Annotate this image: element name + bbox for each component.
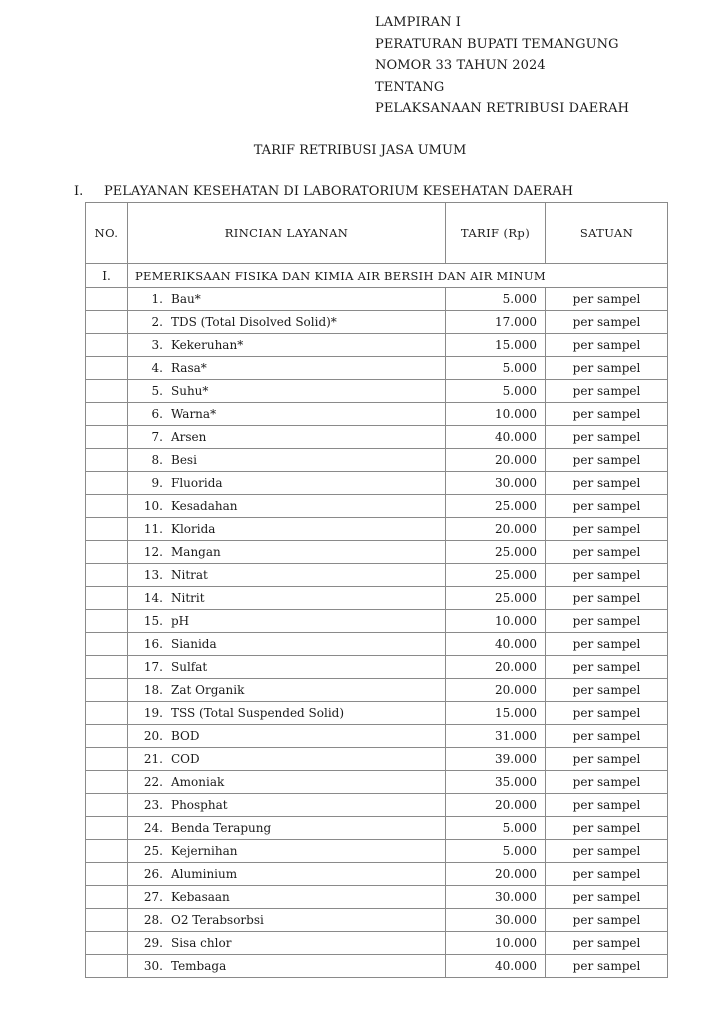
row-tarif-cell: 10.000 [446, 610, 546, 633]
row-satuan-cell: per sampel [546, 495, 668, 518]
row-satuan-cell: per sampel [546, 886, 668, 909]
row-rincian-cell [128, 748, 446, 771]
header-line-nomor: NOMOR 33 TAHUN 2024 [375, 58, 546, 73]
row-satuan-cell: per sampel [546, 817, 668, 840]
row-rincian-cell [128, 564, 446, 587]
row-no-cell [86, 403, 128, 426]
row-item-name: TDS (Total Disolved Solid)* [171, 315, 337, 329]
row-item-name: O2 Terabsorbsi [171, 913, 264, 927]
row-tarif-cell: 35.000 [446, 771, 546, 794]
table-row [86, 495, 668, 518]
row-tarif-cell: 15.000 [446, 702, 546, 725]
row-tarif-cell: 20.000 [446, 518, 546, 541]
table-row [86, 817, 668, 840]
row-tarif-cell: 15.000 [446, 334, 546, 357]
row-item-number: 4. [151, 361, 163, 375]
row-satuan-cell: per sampel [546, 725, 668, 748]
row-satuan-cell: per sampel [546, 863, 668, 886]
row-no-cell [86, 656, 128, 679]
row-item-name: Benda Terapung [171, 821, 272, 835]
row-item-name: Bau* [171, 292, 201, 306]
row-rincian-cell [128, 288, 446, 311]
row-item-name: Kesadahan [171, 499, 238, 513]
row-no-cell [86, 955, 128, 978]
row-item-name: TSS (Total Suspended Solid) [171, 706, 345, 720]
row-tarif-cell: 10.000 [446, 403, 546, 426]
row-rincian-cell [128, 495, 446, 518]
row-item-name: Suhu* [171, 384, 209, 398]
row-rincian-cell [128, 955, 446, 978]
row-item-number: 30. [143, 959, 163, 973]
row-item-number: 24. [143, 821, 163, 835]
row-satuan-cell: per sampel [546, 403, 668, 426]
row-rincian-cell [128, 817, 446, 840]
table-row [86, 311, 668, 334]
row-satuan-cell: per sampel [546, 702, 668, 725]
row-item-name: Sisa chlor [171, 936, 232, 950]
row-tarif-cell: 40.000 [446, 955, 546, 978]
row-no-cell [86, 564, 128, 587]
row-no-cell [86, 725, 128, 748]
row-rincian-cell [128, 702, 446, 725]
row-no-cell [86, 357, 128, 380]
row-tarif-cell: 5.000 [446, 357, 546, 380]
row-satuan-cell: per sampel [546, 380, 668, 403]
row-satuan-cell: per sampel [546, 840, 668, 863]
row-item-number: 20. [143, 729, 163, 743]
row-rincian-cell [128, 518, 446, 541]
category-name: PEMERIKSAAN FISIKA DAN KIMIA AIR BERSIH DAN AIR MINUM [128, 264, 668, 288]
table-row [86, 932, 668, 955]
row-satuan-cell: per sampel [546, 794, 668, 817]
row-satuan-cell: per sampel [546, 472, 668, 495]
row-item-name: Rasa* [171, 361, 207, 375]
row-tarif-cell: 5.000 [446, 840, 546, 863]
row-no-cell [86, 679, 128, 702]
row-item-name: Sulfat [171, 660, 208, 674]
document-title-text: TARIF RETRIBUSI JASA UMUM [253, 143, 467, 158]
row-item-number: 6. [151, 407, 163, 421]
table-row [86, 702, 668, 725]
row-item-name: Kekeruhan* [171, 338, 244, 352]
row-item-number: 8. [151, 453, 163, 467]
row-item-number: 19. [143, 706, 163, 720]
row-item-number: 13. [143, 568, 163, 582]
table-row [86, 380, 668, 403]
row-item-name: Kejernihan [171, 844, 238, 858]
table-row [86, 771, 668, 794]
section-title: PELAYANAN KESEHATAN DI LABORATORIUM KESEHATAN DAERAH [104, 184, 573, 199]
table-row [86, 518, 668, 541]
column-header-no: NO. [86, 203, 128, 264]
row-item-name: Arsen [171, 430, 207, 444]
row-item-number: 14. [143, 591, 163, 605]
table-row [86, 357, 668, 380]
table-row [86, 449, 668, 472]
row-satuan-cell: per sampel [546, 771, 668, 794]
row-no-cell [86, 472, 128, 495]
row-item-number: 9. [151, 476, 163, 490]
row-no-cell [86, 886, 128, 909]
row-satuan-cell: per sampel [546, 426, 668, 449]
header-line-peraturan: PERATURAN BUPATI TEMANGUNG [375, 36, 619, 52]
row-rincian-cell [128, 656, 446, 679]
row-item-number: 2. [151, 315, 163, 329]
row-tarif-cell: 20.000 [446, 794, 546, 817]
table-row [86, 656, 668, 679]
row-tarif-cell: 20.000 [446, 656, 546, 679]
header-line-lampiran: LAMPIRAN I [375, 15, 462, 30]
row-item-number: 12. [143, 545, 163, 559]
row-no-cell [86, 771, 128, 794]
tariff-table [85, 202, 668, 978]
row-tarif-cell: 20.000 [446, 679, 546, 702]
row-tarif-cell: 25.000 [446, 541, 546, 564]
row-item-name: Nitrat [171, 568, 208, 582]
table-row [86, 633, 668, 656]
row-rincian-cell [128, 725, 446, 748]
row-tarif-cell: 39.000 [446, 748, 546, 771]
row-satuan-cell: per sampel [546, 955, 668, 978]
row-tarif-cell: 30.000 [446, 886, 546, 909]
row-item-number: 5. [151, 384, 163, 398]
row-no-cell [86, 518, 128, 541]
row-item-number: 11. [143, 522, 163, 536]
table-row [86, 886, 668, 909]
row-no-cell [86, 840, 128, 863]
section-heading [74, 184, 573, 199]
table-row [86, 288, 668, 311]
row-item-number: 26. [143, 867, 163, 881]
row-item-number: 23. [143, 798, 163, 812]
row-item-number: 15. [143, 614, 163, 628]
row-rincian-cell [128, 771, 446, 794]
row-item-name: Mangan [171, 545, 221, 559]
row-no-cell [86, 587, 128, 610]
table-row [86, 863, 668, 886]
row-item-name: pH [171, 614, 190, 628]
table-row [86, 334, 668, 357]
row-item-number: 1. [151, 292, 163, 306]
column-header-satuan: SATUAN [546, 203, 668, 264]
row-item-name: Nitrit [171, 591, 205, 605]
row-rincian-cell [128, 380, 446, 403]
row-item-name: Klorida [171, 522, 216, 536]
row-item-number: 7. [151, 430, 163, 444]
table-row [86, 403, 668, 426]
row-item-name: Phosphat [171, 798, 228, 812]
row-satuan-cell: per sampel [546, 564, 668, 587]
row-rincian-cell [128, 633, 446, 656]
row-tarif-cell: 5.000 [446, 380, 546, 403]
row-item-number: 22. [143, 775, 163, 789]
row-satuan-cell: per sampel [546, 748, 668, 771]
document-title [0, 143, 720, 158]
row-satuan-cell: per sampel [546, 909, 668, 932]
row-no-cell [86, 633, 128, 656]
row-satuan-cell: per sampel [546, 656, 668, 679]
row-no-cell [86, 288, 128, 311]
row-item-number: 3. [151, 338, 163, 352]
row-item-number: 21. [143, 752, 163, 766]
row-rincian-cell [128, 334, 446, 357]
row-item-number: 10. [143, 499, 163, 513]
column-header-tarif: TARIF (Rp) [446, 203, 546, 264]
row-tarif-cell: 25.000 [446, 564, 546, 587]
row-no-cell [86, 380, 128, 403]
row-satuan-cell: per sampel [546, 449, 668, 472]
row-tarif-cell: 30.000 [446, 909, 546, 932]
category-number: I. [86, 264, 128, 288]
header-line-subject: PELAKSANAAN RETRIBUSI DAERAH [375, 101, 630, 116]
row-tarif-cell: 40.000 [446, 426, 546, 449]
header-line-tentang: TENTANG [375, 79, 445, 95]
row-satuan-cell: per sampel [546, 311, 668, 334]
row-rincian-cell [128, 886, 446, 909]
row-no-cell [86, 311, 128, 334]
table-row [86, 909, 668, 932]
row-item-name: Fluorida [171, 476, 223, 490]
row-satuan-cell: per sampel [546, 932, 668, 955]
row-item-name: Besi [171, 453, 197, 467]
row-tarif-cell: 31.000 [446, 725, 546, 748]
row-rincian-cell [128, 472, 446, 495]
row-no-cell [86, 426, 128, 449]
row-item-number: 18. [143, 683, 163, 697]
row-rincian-cell [128, 863, 446, 886]
row-item-number: 25. [143, 844, 163, 858]
row-satuan-cell: per sampel [546, 633, 668, 656]
row-item-number: 27. [143, 890, 163, 904]
row-rincian-cell [128, 541, 446, 564]
row-satuan-cell: per sampel [546, 518, 668, 541]
row-rincian-cell [128, 794, 446, 817]
row-item-name: Sianida [171, 637, 217, 651]
row-satuan-cell: per sampel [546, 357, 668, 380]
row-no-cell [86, 748, 128, 771]
document-header [375, 12, 629, 120]
row-no-cell [86, 702, 128, 725]
table-row [86, 955, 668, 978]
table-row [86, 725, 668, 748]
table-row [86, 748, 668, 771]
row-item-name: Zat Organik [171, 683, 245, 697]
table-row [86, 610, 668, 633]
row-rincian-cell [128, 679, 446, 702]
row-tarif-cell: 5.000 [446, 817, 546, 840]
row-tarif-cell: 5.000 [446, 288, 546, 311]
table-row [86, 840, 668, 863]
row-no-cell [86, 794, 128, 817]
row-tarif-cell: 40.000 [446, 633, 546, 656]
row-item-number: 28. [143, 913, 163, 927]
row-satuan-cell: per sampel [546, 334, 668, 357]
table-row [86, 426, 668, 449]
row-no-cell [86, 909, 128, 932]
row-rincian-cell [128, 311, 446, 334]
row-item-number: 16. [143, 637, 163, 651]
row-satuan-cell: per sampel [546, 587, 668, 610]
row-rincian-cell [128, 587, 446, 610]
row-item-number: 17. [143, 660, 163, 674]
table-row [86, 564, 668, 587]
row-tarif-cell: 20.000 [446, 863, 546, 886]
table-row [86, 587, 668, 610]
row-no-cell [86, 817, 128, 840]
row-no-cell [86, 932, 128, 955]
row-rincian-cell [128, 426, 446, 449]
table-row [86, 794, 668, 817]
row-item-name: BOD [171, 729, 200, 743]
row-item-name: Tembaga [171, 959, 227, 973]
row-rincian-cell [128, 403, 446, 426]
row-item-name: Kebasaan [171, 890, 230, 904]
category-row [86, 264, 668, 288]
row-item-name: Aluminium [171, 867, 238, 881]
row-satuan-cell: per sampel [546, 679, 668, 702]
table-header-row [86, 203, 668, 264]
row-tarif-cell: 25.000 [446, 495, 546, 518]
row-tarif-cell: 17.000 [446, 311, 546, 334]
section-number: I. [74, 184, 84, 199]
row-rincian-cell [128, 449, 446, 472]
row-tarif-cell: 20.000 [446, 449, 546, 472]
table-row [86, 472, 668, 495]
row-tarif-cell: 25.000 [446, 587, 546, 610]
row-rincian-cell [128, 932, 446, 955]
row-no-cell [86, 334, 128, 357]
row-tarif-cell: 30.000 [446, 472, 546, 495]
row-no-cell [86, 449, 128, 472]
row-satuan-cell: per sampel [546, 288, 668, 311]
row-no-cell [86, 541, 128, 564]
row-no-cell [86, 610, 128, 633]
row-satuan-cell: per sampel [546, 610, 668, 633]
row-satuan-cell: per sampel [546, 541, 668, 564]
row-rincian-cell [128, 840, 446, 863]
row-no-cell [86, 863, 128, 886]
row-tarif-cell: 10.000 [446, 932, 546, 955]
row-rincian-cell [128, 610, 446, 633]
row-rincian-cell [128, 357, 446, 380]
table-row [86, 541, 668, 564]
row-item-name: Amoniak [171, 775, 225, 789]
row-item-number: 29. [143, 936, 163, 950]
row-rincian-cell [128, 909, 446, 932]
row-no-cell [86, 495, 128, 518]
column-header-rincian: RINCIAN LAYANAN [128, 203, 446, 264]
row-item-name: COD [171, 752, 200, 766]
row-item-name: Warna* [171, 407, 217, 421]
table-row [86, 679, 668, 702]
